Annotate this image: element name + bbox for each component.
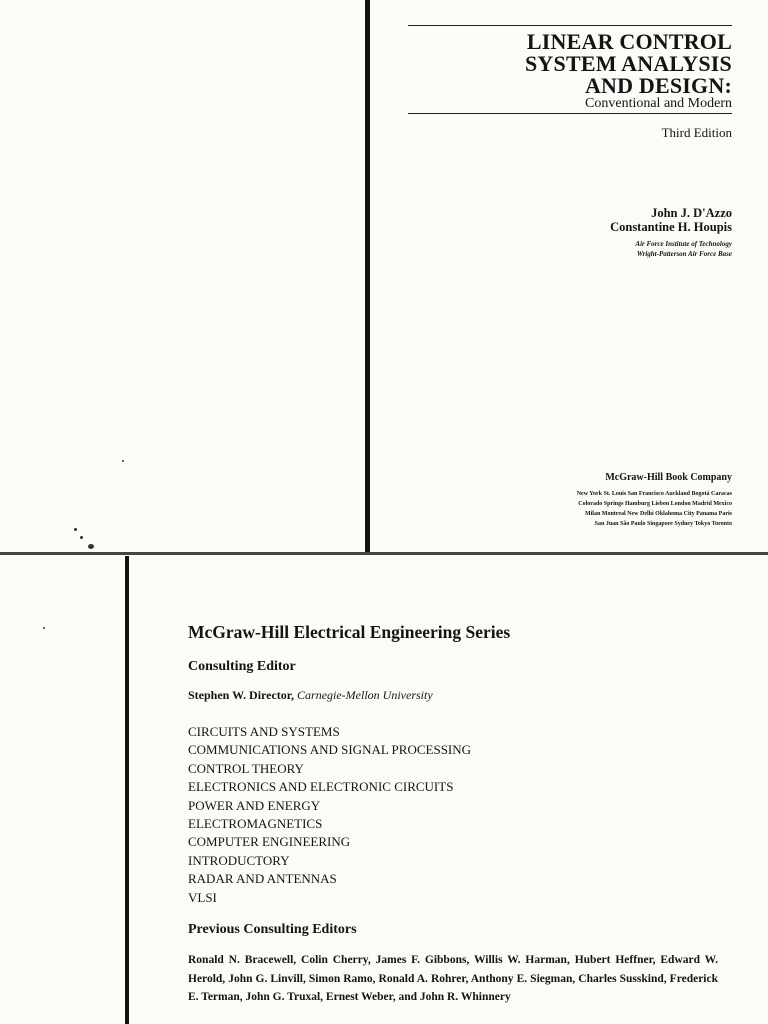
previous-editors-list: Ronald N. Bracewell, Colin Cherry, James F. Gibbons, Willis W. Harman, Hubert Heffner, Edward W. Herold, John G. Linvill, Simon Ramo, Ronald A. Rohrer, Anthony E. Siegman, Charles Susskind, Frederick E. Terman, John G. Truxal, Ernest Weber, and John R. Whinnery [188, 954, 718, 1003]
title-top-rule [408, 25, 732, 26]
page-edge-upper [365, 0, 370, 552]
cities-line: Milan Montreal New Delhi Oklahoma City Panama Paris [584, 511, 732, 517]
cities-line: San Juan São Paulo Singapore Sydney Tokyo Toronto [594, 521, 732, 527]
topic-item: CIRCUITS AND SYSTEMS [188, 724, 340, 739]
publisher-cities [577, 489, 732, 529]
publisher: McGraw-Hill Book Company [605, 472, 732, 483]
series-topics [188, 723, 471, 907]
speck [43, 627, 45, 629]
edition: Third Edition [661, 125, 732, 140]
book-title [525, 31, 732, 97]
cities-line: Colorado Springs Hamburg Lisbon London Madrid Mexico [578, 501, 732, 507]
topic-item: COMMUNICATIONS AND SIGNAL PROCESSING [188, 742, 472, 758]
author-name: Constantine H. Houpis [610, 220, 732, 234]
topic-item: COMPUTER ENGINEERING [188, 834, 351, 850]
consulting-editor [188, 688, 433, 703]
topic-item: ELECTRONICS AND ELECTRONIC CIRCUITS [188, 779, 454, 795]
title-bottom-rule [408, 113, 732, 114]
topic-item: POWER AND ENERGY [188, 797, 321, 813]
topic-item: CONTROL THEORY [188, 760, 304, 776]
authors [610, 206, 732, 234]
affiliation-line: Wright-Patterson Air Force Base [636, 250, 732, 258]
speck [80, 536, 83, 539]
consulting-editor-heading: Consulting Editor [188, 659, 296, 674]
speck [122, 460, 124, 462]
title-line: LINEAR CONTROL [526, 29, 732, 54]
previous-editors-heading: Previous Consulting Editors [188, 922, 357, 937]
affiliation-line: Air Force Institute of Technology [635, 240, 732, 248]
topic-item: RADAR AND ANTENNAS [188, 871, 337, 887]
speck [88, 544, 94, 549]
topic-item: INTRODUCTORY [188, 852, 290, 868]
consulting-editor-affiliation: Carnegie-Mellon University [297, 688, 433, 702]
author-affiliation [635, 239, 732, 259]
page-fold [0, 552, 768, 555]
series-title: McGraw-Hill Electrical Engineering Series [188, 622, 511, 642]
title-line: AND DESIGN: [584, 73, 732, 98]
consulting-editor-name: Stephen W. Director, [188, 688, 295, 702]
author-name: John J. D'Azzo [651, 206, 732, 220]
page-edge-lower [125, 556, 129, 1024]
topic-item: VLSI [188, 889, 217, 905]
title-line: SYSTEM ANALYSIS [525, 51, 732, 76]
book-subtitle: Conventional and Modern [585, 96, 732, 111]
cities-line: New York St. Louis San Francisco Auckland Bogotá Caracas [576, 491, 732, 497]
topic-item: ELECTROMAGNETICS [188, 816, 323, 832]
speck [74, 528, 77, 531]
